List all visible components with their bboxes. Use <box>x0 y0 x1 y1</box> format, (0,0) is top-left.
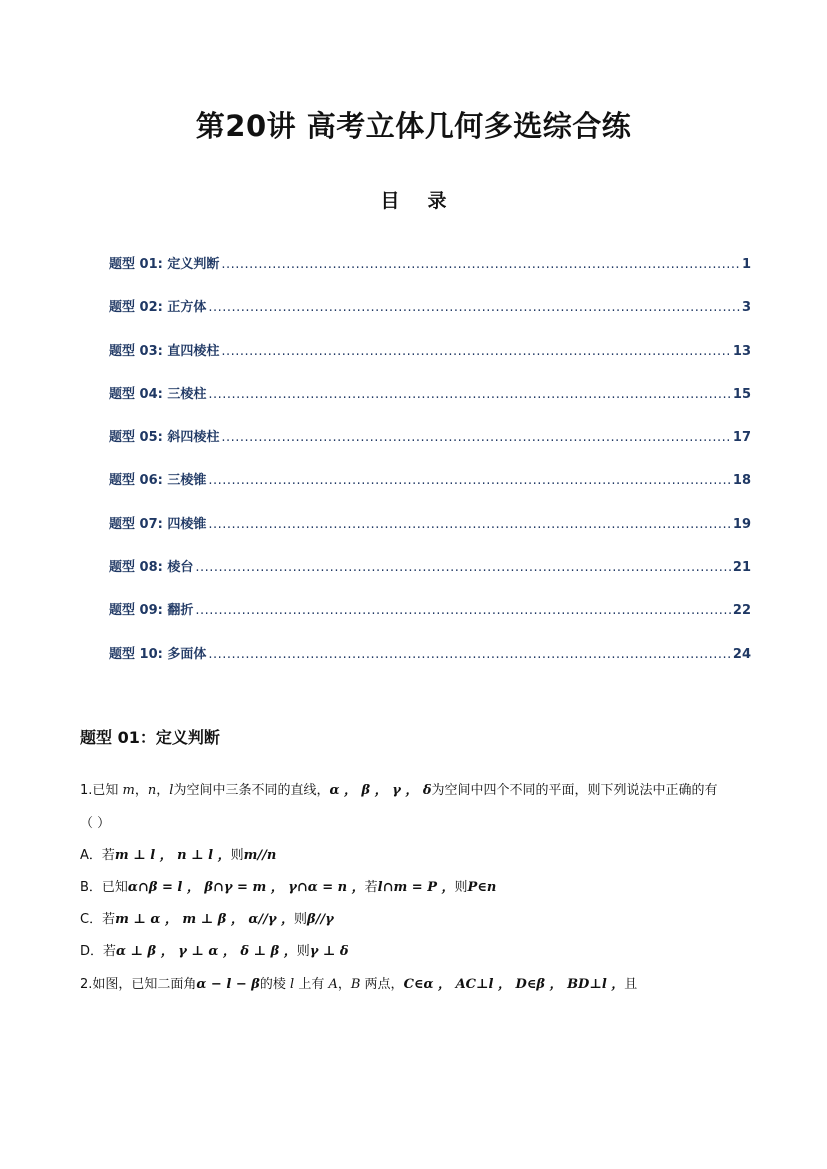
toc-entry-label[interactable]: 题型 07: 四棱锥 <box>109 516 207 532</box>
toc-heading <box>0 186 827 213</box>
toc-entry-label[interactable]: 题型 10: 多面体 <box>109 646 207 662</box>
toc-entry-page[interactable]: 13 <box>732 343 751 359</box>
question-1-option-d[interactable]: D．若α ⊥ β ， γ ⊥ α ， δ ⊥ β ，则γ ⊥ δ <box>80 944 349 959</box>
toc-entry-09[interactable] <box>109 599 751 642</box>
toc-entry-page[interactable]: 22 <box>732 603 751 619</box>
question-1-option-a[interactable]: A．若m ⊥ l ， n ⊥ l ，则m//n <box>80 848 277 863</box>
toc-entry-page[interactable]: 19 <box>732 516 751 532</box>
toc-entry-page[interactable]: 18 <box>732 473 751 489</box>
question-1-option-c[interactable]: C．若m ⊥ α ， m ⊥ β ， α//γ ，则β//γ <box>80 912 334 927</box>
toc-entry-05[interactable] <box>109 426 751 469</box>
toc-entry-label[interactable]: 题型 03: 直四棱柱 <box>109 343 220 359</box>
toc-entry-page[interactable]: 15 <box>732 386 751 402</box>
toc-entry-07[interactable] <box>109 513 751 556</box>
toc-entry-03[interactable] <box>109 340 751 383</box>
toc-entry-06[interactable] <box>109 469 751 512</box>
section-heading: 题型 01：定义判断 <box>80 728 220 747</box>
toc-entry-01[interactable] <box>109 253 751 296</box>
question-2-stem: 2.如图，已知二面角α − l − β的棱 l 上有 A，B 两点，C∈α ， AC⊥l ， D∈β ， BD⊥l ，且 <box>80 977 638 992</box>
toc-entry-label[interactable]: 题型 04: 三棱柱 <box>109 386 207 402</box>
toc-entry-page[interactable]: 21 <box>732 560 751 576</box>
toc-entry-page[interactable]: 1 <box>741 257 751 272</box>
question-1-option-b[interactable]: B．已知α∩β = l ， β∩γ = m ， γ∩α = n ，若l∩m = P ，则P∈n <box>80 880 497 895</box>
toc-entry-label[interactable]: 题型 05: 斜四棱柱 <box>109 430 220 446</box>
toc-entry-10[interactable] <box>109 643 751 686</box>
toc-entry-04[interactable] <box>109 383 751 426</box>
toc-heading-left: 目 <box>380 190 400 212</box>
toc-entry-page[interactable]: 17 <box>732 430 751 446</box>
toc-entry-page[interactable]: 24 <box>732 646 751 662</box>
toc-entry-02[interactable] <box>109 296 751 339</box>
question-1-answer-paren: （ ） <box>80 816 111 831</box>
toc-heading-right: 录 <box>427 190 447 212</box>
table-of-contents <box>109 253 751 686</box>
toc-entry-label[interactable]: 题型 09: 翻折 <box>109 603 194 619</box>
toc-entry-label[interactable]: 题型 06: 三棱锥 <box>109 473 207 489</box>
document-title: 第20讲 高考立体几何多选综合练 <box>195 109 632 143</box>
toc-entry-page[interactable]: 3 <box>741 300 751 316</box>
toc-entry-label[interactable]: 题型 01: 定义判断 <box>109 257 220 272</box>
toc-entry-label[interactable]: 题型 02: 正方体 <box>109 300 207 316</box>
toc-entry-08[interactable] <box>109 556 751 599</box>
question-1-stem: 1.已知 m，n，l为空间中三条不同的直线，α ， β ， γ ， δ为空间中四个不同的平面，则下列说法中正确的有 <box>80 783 718 798</box>
toc-entry-label[interactable]: 题型 08: 棱台 <box>109 560 194 576</box>
